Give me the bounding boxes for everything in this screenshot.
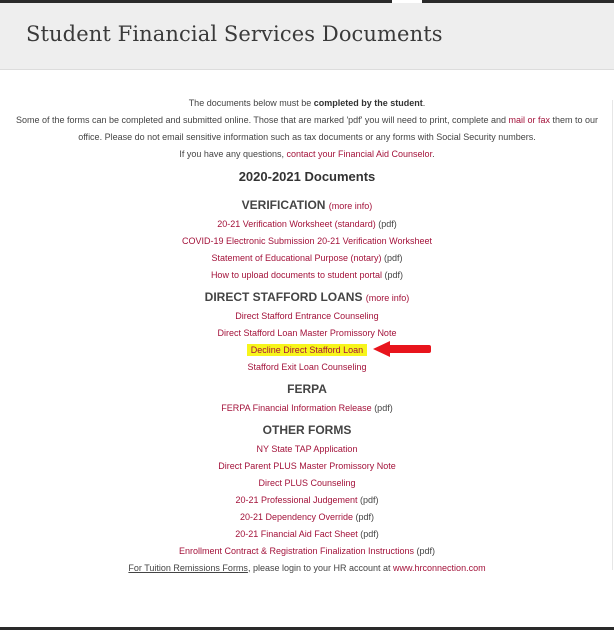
- mail-or-fax-link[interactable]: mail or fax: [508, 115, 551, 125]
- pdf-tag: (pdf): [382, 270, 404, 280]
- year-heading: 2020-2021 Documents: [238, 169, 376, 184]
- contact-counselor-link[interactable]: contact your Financial Aid Counselor: [286, 149, 433, 159]
- pdf-tag: (pdf): [353, 512, 375, 522]
- intro-text: .: [422, 98, 426, 108]
- red-arrow-icon: [372, 340, 432, 358]
- list-item: [0, 252, 614, 264]
- stafford-entrance-counseling-link[interactable]: Direct Stafford Entrance Counseling: [235, 311, 379, 321]
- intro-text: office. Please do not email sensitive information such as tax documents or any forms with Social Security numbers.: [78, 132, 536, 142]
- stafford-exit-counseling-link[interactable]: Stafford Exit Loan Counseling: [247, 362, 367, 372]
- list-item: [0, 361, 614, 373]
- list-item: [0, 235, 614, 247]
- section-title: VERIFICATION: [241, 198, 326, 212]
- tuition-remission-note: [0, 562, 614, 574]
- list-item: [0, 218, 614, 230]
- financial-aid-fact-sheet-link[interactable]: 20-21 Financial Aid Fact Sheet: [235, 529, 358, 539]
- intro-line-3: [0, 131, 614, 143]
- intro-text: The documents below must be: [188, 98, 314, 108]
- list-item: [0, 402, 614, 414]
- list-item: [0, 545, 614, 557]
- intro-line-4: [0, 148, 614, 160]
- intro-text: .: [432, 149, 435, 159]
- stafford-promissory-note-link[interactable]: Direct Stafford Loan Master Promissory Note: [217, 328, 397, 338]
- pdf-tag: (pdf): [371, 403, 393, 413]
- verification-more-info-link[interactable]: (more info): [328, 201, 373, 211]
- intro-text: them to our: [550, 115, 599, 125]
- ny-tap-application-link[interactable]: NY State TAP Application: [256, 444, 358, 454]
- list-item: [0, 443, 614, 455]
- stafford-more-info-link[interactable]: (more info): [365, 293, 410, 303]
- pdf-tag: (pdf): [375, 219, 397, 229]
- intro-text: Some of the forms can be completed and submitted online. Those that are marked 'pdf' you will need to print, complete and: [15, 115, 509, 125]
- decline-stafford-loan-link[interactable]: Decline Direct Stafford Loan: [247, 344, 367, 356]
- list-item: [0, 528, 614, 540]
- list-item: [0, 327, 614, 339]
- ferpa-release-link[interactable]: FERPA Financial Information Release: [221, 403, 372, 413]
- parent-plus-promissory-note-link[interactable]: Direct Parent PLUS Master Promissory Note: [218, 461, 396, 471]
- list-item: [0, 477, 614, 489]
- hrconnection-link[interactable]: www.hrconnection.com: [393, 563, 486, 573]
- note-text: , please login to your HR account at: [247, 563, 394, 573]
- covid-verification-worksheet-link[interactable]: COVID-19 Electronic Submission 20-21 Verification Worksheet: [182, 236, 432, 246]
- upload-documents-guide-link[interactable]: How to upload documents to student portal: [210, 270, 383, 280]
- section-title: OTHER FORMS: [262, 423, 352, 437]
- page-title: Student Financial Services Documents: [26, 22, 443, 46]
- dependency-override-link[interactable]: 20-21 Dependency Override: [239, 512, 354, 522]
- verification-worksheet-standard-link[interactable]: 20-21 Verification Worksheet (standard): [217, 219, 376, 229]
- section-heading-other-forms: [0, 423, 614, 438]
- intro-line-1: [0, 97, 614, 109]
- intro-text: If you have any questions,: [179, 149, 287, 159]
- intro-line-2: [0, 114, 614, 126]
- intro-bold-text: completed by the student: [313, 98, 423, 108]
- section-heading-stafford: [0, 290, 614, 306]
- section-title: FERPA: [287, 382, 327, 396]
- tuition-remission-forms-link[interactable]: For Tuition Remissions Forms: [128, 563, 248, 573]
- list-item: [0, 344, 614, 356]
- enrollment-contract-link[interactable]: Enrollment Contract & Registration Finalization Instructions: [178, 546, 415, 556]
- pdf-tag: (pdf): [357, 529, 379, 539]
- plus-counseling-link[interactable]: Direct PLUS Counseling: [258, 478, 356, 488]
- section-title: DIRECT STAFFORD LOANS: [204, 290, 363, 304]
- list-item: [0, 460, 614, 472]
- pdf-tag: (pdf): [414, 546, 436, 556]
- list-item: [0, 269, 614, 281]
- pdf-tag: (pdf): [357, 495, 379, 505]
- section-heading-verification: [0, 198, 614, 214]
- list-item: [0, 511, 614, 523]
- page-header: [0, 3, 614, 70]
- list-item: [0, 310, 614, 322]
- educational-purpose-statement-link[interactable]: Statement of Educational Purpose (notary): [211, 253, 382, 263]
- section-heading-ferpa: [0, 382, 614, 397]
- professional-judgement-link[interactable]: 20-21 Professional Judgement: [235, 495, 358, 505]
- pdf-tag: (pdf): [381, 253, 403, 263]
- list-item: [0, 494, 614, 506]
